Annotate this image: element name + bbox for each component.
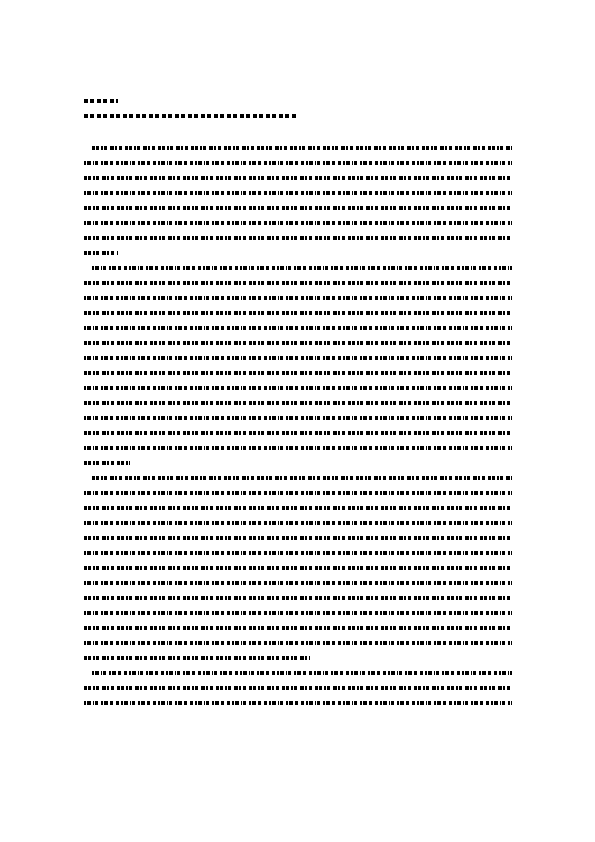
text-line [84, 686, 512, 690]
text-line [84, 176, 512, 180]
text-line [84, 221, 512, 225]
paragraph-2 [84, 266, 512, 465]
text-line [84, 371, 512, 375]
text-line [84, 701, 512, 705]
text-line [84, 161, 512, 165]
text-line [92, 671, 512, 675]
body-text [84, 146, 512, 716]
text-line [84, 191, 512, 195]
text-line [84, 566, 512, 570]
text-line [84, 341, 512, 345]
text-line [84, 611, 512, 615]
text-line [84, 416, 512, 420]
text-line [92, 266, 512, 270]
paragraph-1 [84, 146, 512, 255]
text-line [84, 236, 512, 240]
text-line [84, 626, 512, 630]
text-line [84, 641, 512, 645]
text-line [84, 506, 512, 510]
text-line [84, 551, 512, 555]
text-line [84, 356, 512, 360]
paragraph-4 [84, 671, 512, 705]
text-line [84, 461, 130, 465]
text-line [84, 251, 118, 255]
text-line [84, 311, 512, 315]
text-line [84, 296, 512, 300]
section-header [84, 99, 504, 129]
text-line [84, 446, 512, 450]
text-line [84, 656, 310, 660]
text-line [84, 386, 512, 390]
text-line [84, 581, 512, 585]
text-line [84, 596, 512, 600]
text-line [92, 146, 512, 150]
section-title [84, 114, 298, 118]
section-label [84, 99, 118, 103]
text-line [84, 521, 512, 525]
text-line [84, 401, 512, 405]
text-line [84, 281, 512, 285]
text-line [84, 536, 512, 540]
text-line [84, 206, 512, 210]
text-line [84, 491, 512, 495]
text-line [92, 476, 512, 480]
text-line [84, 326, 512, 330]
text-line [84, 431, 512, 435]
paragraph-3 [84, 476, 512, 660]
